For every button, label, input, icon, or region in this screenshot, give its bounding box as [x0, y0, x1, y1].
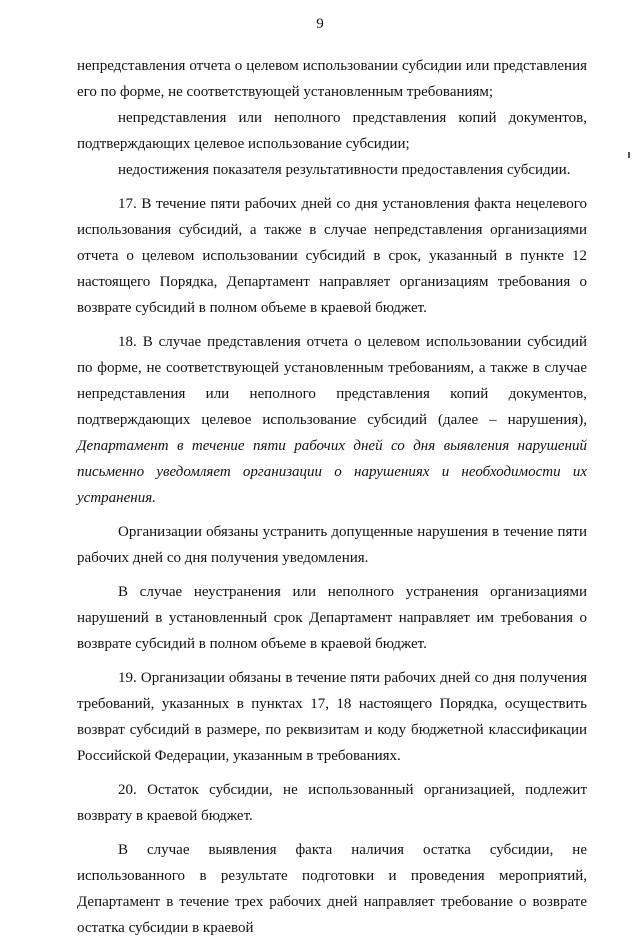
scan-edge-mark — [628, 152, 630, 158]
paragraph-non-elimination: В случае неустранения или неполного устранения организациями нарушений в установленный срок Департамент направляет им требования о возврате субсидий в полном объеме в краевой бюджет. — [77, 584, 587, 652]
paragraph-organizations-obliged: Организации обязаны устранить допущенные нарушения в течение пяти рабочих дней со дня получения уведомления. — [77, 524, 587, 566]
paragraph-clause-20: 20. Остаток субсидии, не использованный организацией, подлежит возврату в краевой бюджет. — [77, 782, 587, 824]
paragraph-remainder-detection: В случае выявления факта наличия остатка субсидии, не использованного в результате подготовки и проведения мероприятий, Департамент в течение трех рабочих дней направляет требование о возврате остатка субсидии в краевой — [77, 842, 587, 936]
clause-18-italic-text: Департамент в течение пяти рабочих дней со дня выявления нарушений письменно уведомляет организации о нарушениях и необходимости их устранения. — [77, 438, 587, 506]
paragraph-incomplete-copies: непредставления или неполного представления копий документов, подтверждающих целевое использование субсидии; — [77, 110, 587, 152]
paragraph-clause-19: 19. Организации обязаны в течение пяти рабочих дней со дня получения требований, указанных в пунктах 17, 18 настоящего Порядка, осуществить возврат субсидий в размере, по реквизитам и коду бюджетной классификации Российской Федерации, указанным в требованиях. — [77, 670, 587, 764]
document-body — [77, 53, 587, 941]
paragraph-clause-18 — [77, 329, 587, 511]
page-number: 9 — [316, 16, 324, 32]
paragraph-clause-17: 17. В течение пяти рабочих дней со дня установления факта нецелевого использования субсидий, а также в случае непредставления организациями отчета о целевом использовании субсидий в срок, указанный в пункте 12 настоящего Порядка, Департамент направляет организациям требования о возврате субсидий в полном объеме в краевой бюджет. — [77, 196, 587, 316]
paragraph-continuation-failure-report: непредставления отчета о целевом использовании субсидии или представления его по форме, не соответствующей установленным требованиям; — [77, 58, 587, 100]
clause-18-text: 18. В случае представления отчета о целевом использовании субсидий по форме, не соответствующей установленным требованиям, а также в случае непредставления или неполного представления копий документов, подтверждающих целевое использование субсидий (далее – нарушения), — [77, 334, 587, 428]
paragraph-performance-indicator: недостижения показателя результативности предоставления субсидии. — [118, 162, 571, 178]
